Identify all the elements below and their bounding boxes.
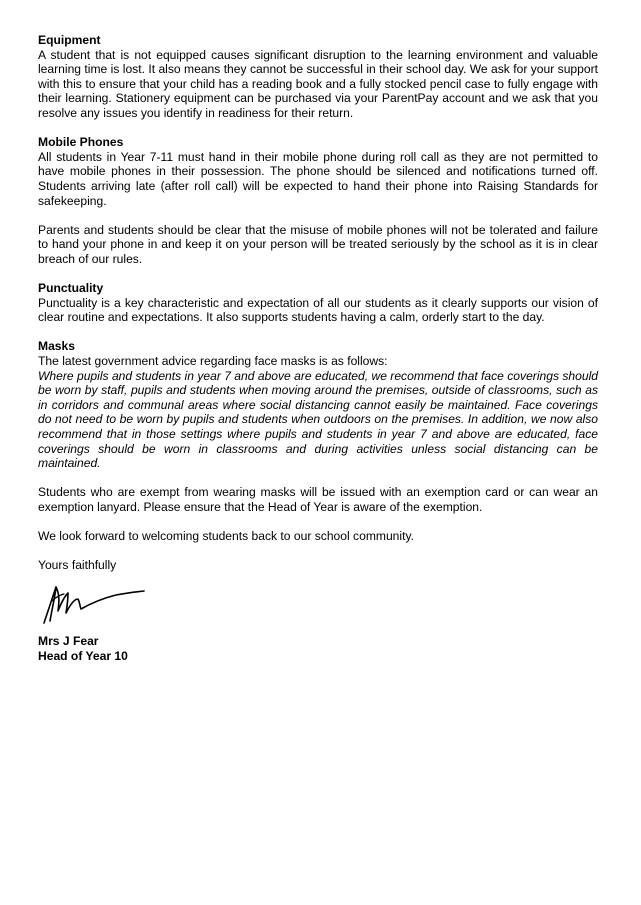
signer-name: Mrs J Fear [38,633,99,648]
mobile-phones-heading: Mobile Phones [38,135,124,150]
signer-title: Head of Year 10 [38,648,128,663]
masks-heading: Masks [38,339,75,354]
mobile-phones-body-2: Parents and students should be clear that the misuse of mobile phones will not be tolerated and failure to hand your phone in and keep it on your person will be treated seriously by the school as it is in clear breach of our rules. [38,222,598,266]
closing-salutation: Yours faithfully [38,558,117,573]
punctuality-body: Punctuality is a key characteristic and expectation of all our students as it clearly supports our vision of clear routine and expectations. It also supports students having a calm, orderly start to the day. [38,295,598,325]
equipment-body: A student that is not equipped causes significant disruption to the learning environment and valuable learning time is lost. It also means they cannot be successful in their school day. We ask for your support with this to ensure that your child has a reading book and a fully stocked pencil case to fully engage with their learning. Stationery equipment can be purchased via your ParentPay account and we ask that you resolve any issues you identify in readiness for their return. [38,47,598,120]
masks-government-quote: Where pupils and students in year 7 and above are educated, we recommend that face coverings should be worn by staff, pupils and students when moving around the premises, outside of classrooms, such as in corridors and communal areas where social distancing cannot easily be maintained. Face coverings do not need to be worn by pupils and students when outdoors on the premises. In addition, we now also recommend that in those settings where pupils and students in year 7 and above are educated, face coverings should be worn in classrooms and during activities unless social distancing can be maintained. [38,368,599,471]
mobile-phones-body: All students in Year 7-11 must hand in their mobile phone during roll call as they are not permitted to have mobile phones in their possession. The phone should be silenced and notifications turned off. Students arriving late (after roll call) will be expected to hand their phone into Raising Standards for safekeeping. [38,149,598,208]
letter-page [38,33,598,663]
masks-exemption: Students who are exempt from wearing masks will be issued with an exemption card or can wear an exemption lanyard. Please ensure that the Head of Year is aware of the exemption. [38,485,598,514]
punctuality-heading: Punctuality [38,281,104,296]
signature-block [38,577,598,663]
masks-section [38,339,598,514]
equipment-heading: Equipment [38,33,101,47]
equipment-section [38,33,598,121]
punctuality-section [38,281,598,325]
masks-intro: The latest government advice regarding face masks is as follows: [38,354,388,369]
handwritten-signature [38,577,148,629]
mobile-phones-section [38,135,598,266]
closing-welcome: We look forward to welcoming students back to our school community. [38,529,414,544]
